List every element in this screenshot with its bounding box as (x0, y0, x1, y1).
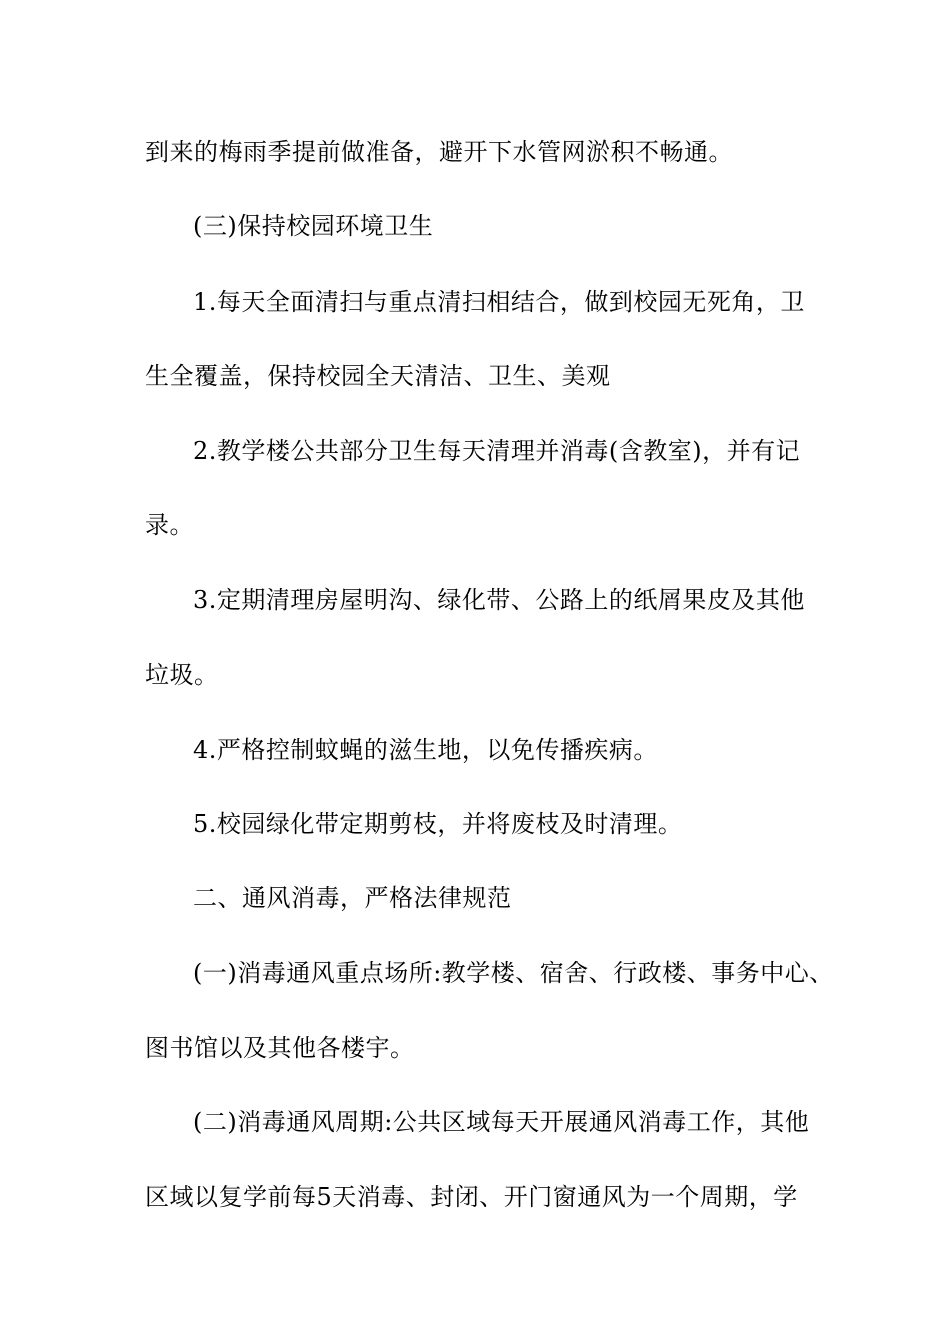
body-text-line: 图书馆以及其他各楼宇。 (145, 1034, 415, 1062)
body-text-line: 区域以复学前每5天消毒、封闭、开门窗通风为一个周期，学 (145, 1183, 798, 1211)
subsection-heading: (一)消毒通风重点场所:教学楼、宿舍、行政楼、事务中心、 (193, 959, 834, 987)
list-item: 3.定期清理房屋明沟、绿化带、公路上的纸屑果皮及其他 (193, 586, 805, 614)
section-heading: 二、通风消毒，严格法律规范 (193, 884, 512, 912)
subsection-heading: (二)消毒通风周期:公共区域每天开展通风消毒工作，其他 (193, 1108, 810, 1136)
list-item: 2.教学楼公共部分卫生每天清理并消毒(含教室)，并有记 (193, 437, 801, 465)
body-text-line: 垃圾。 (145, 661, 219, 689)
list-item: 1.每天全面清扫与重点清扫相结合，做到校园无死角，卫 (193, 288, 805, 316)
list-item: 4.严格控制蚊蝇的滋生地，以免传播疾病。 (193, 736, 658, 764)
body-text-line: 生全覆盖，保持校园全天清洁、卫生、美观 (145, 362, 611, 390)
list-item: 5.校园绿化带定期剪枝，并将废枝及时清理。 (193, 810, 683, 838)
body-text-line: 录。 (145, 511, 194, 539)
section-heading: (三)保持校园环境卫生 (193, 212, 434, 240)
body-text-line: 到来的梅雨季提前做准备，避开下水管网淤积不畅通。 (145, 138, 733, 166)
